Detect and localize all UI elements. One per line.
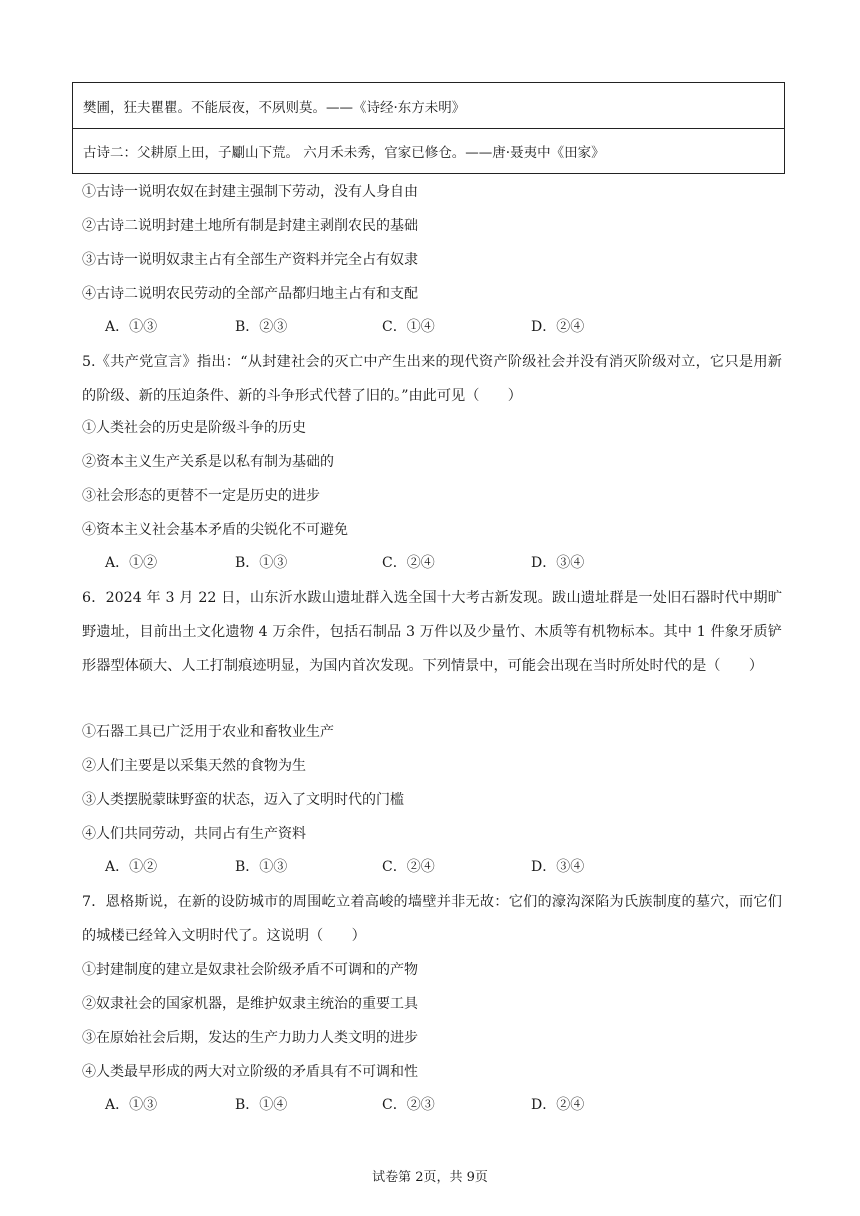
q4-option-1: ①古诗一说明农奴在封建主强制下劳动，没有人身自由 bbox=[82, 184, 418, 200]
q7-choice-c[interactable]: C．②③ bbox=[382, 1097, 435, 1113]
q5-choice-d[interactable]: D．③④ bbox=[531, 555, 585, 571]
q5-option-3: ③社会形态的更替不一定是历史的进步 bbox=[82, 488, 320, 504]
q5-option-1: ①人类社会的历史是阶级斗争的历史 bbox=[82, 420, 306, 436]
q6-choice-a[interactable]: A．①② bbox=[105, 859, 158, 875]
q7-option-2: ②奴隶社会的国家机器，是维护奴隶主统治的重要工具 bbox=[82, 996, 418, 1012]
q5-stem: 5.《共产党宣言》指出：“从封建社会的灭亡中产生出来的现代资产阶级社会并没有消灭阶级对立，它只是用新的阶级、新的压迫条件、新的斗争形式代替了旧的。”由此可见（ ） bbox=[82, 354, 782, 404]
page-footer: 试卷第 2页，共 9页 bbox=[372, 1170, 488, 1185]
q5-choice-a[interactable]: A．①② bbox=[105, 555, 158, 571]
q6-stem: 6．2024 年 3 月 22 日，山东沂水跋山遗址群入选全国十大考古新发现。跋山遗址群是一处旧石器时代中期旷野遗址，目前出土文化遗物 4 万余件，包括石制品 3 万件以及少量竹、木质等有机物标本。其中 1 件象牙质铲形器型体硕大、人工打制痕迹明显，为国内首次发现。下列情景中，可能会出现在当时所处时代的是（ ） bbox=[82, 590, 782, 674]
q5-choice-c[interactable]: C．②④ bbox=[382, 555, 435, 571]
q5-option-2: ②资本主义生产关系是以私有制为基础的 bbox=[82, 454, 334, 470]
q5-option-4: ④资本主义社会基本矛盾的尖锐化不可避免 bbox=[82, 522, 348, 538]
q4-choice-a[interactable]: A．①③ bbox=[105, 319, 158, 335]
q7-choice-d[interactable]: D．②④ bbox=[531, 1097, 585, 1113]
q7-choice-a[interactable]: A．①③ bbox=[105, 1097, 158, 1113]
poem-row-1: 樊圃，狂夫瞿瞿。不能辰夜，不夙则莫。——《诗经·东方未明》 bbox=[83, 99, 466, 116]
q4-choice-b[interactable]: B．②③ bbox=[235, 319, 288, 335]
q6-option-4: ④人们共同劳动，共同占有生产资料 bbox=[82, 826, 306, 842]
q6-option-3: ③人类摆脱蒙昧野蛮的状态，迈入了文明时代的门槛 bbox=[82, 792, 404, 808]
q6-choice-c[interactable]: C．②④ bbox=[382, 859, 435, 875]
poem-row-2: 古诗二：父耕原上田，子劚山下荒。 六月禾未秀，官家已修仓。——唐·聂夷中《田家》 bbox=[73, 128, 784, 173]
q4-choice-c[interactable]: C．①④ bbox=[382, 319, 435, 335]
q6-option-1: ①石器工具已广泛用于农业和畜牧业生产 bbox=[82, 724, 334, 740]
q7-option-4: ④人类最早形成的两大对立阶级的矛盾具有不可调和性 bbox=[82, 1064, 418, 1080]
q6-choice-b[interactable]: B．①③ bbox=[235, 859, 288, 875]
q7-stem: 7．恩格斯说，在新的设防城市的周围屹立着高峻的墙壁并非无故：它们的濠沟深陷为氏族制度的墓穴，而它们的城楼已经耸入文明时代了。这说明（ ） bbox=[82, 894, 782, 944]
q7-option-3: ③在原始社会后期，发达的生产力助力人类文明的进步 bbox=[82, 1030, 418, 1046]
q6-choice-d[interactable]: D．③④ bbox=[531, 859, 585, 875]
q7-option-1: ①封建制度的建立是奴隶社会阶级矛盾不可调和的产物 bbox=[82, 962, 418, 978]
poem-table bbox=[72, 82, 785, 174]
q7-choice-b[interactable]: B．①④ bbox=[235, 1097, 288, 1113]
q5-choice-b[interactable]: B．①③ bbox=[235, 555, 288, 571]
q4-option-3: ③古诗一说明奴隶主占有全部生产资料并完全占有奴隶 bbox=[82, 252, 418, 268]
q4-option-4: ④古诗二说明农民劳动的全部产品都归地主占有和支配 bbox=[82, 286, 418, 302]
q4-choice-d[interactable]: D．②④ bbox=[531, 319, 585, 335]
q6-option-2: ②人们主要是以采集天然的食物为生 bbox=[82, 758, 306, 774]
q4-option-2: ②古诗二说明封建土地所有制是封建主剥削农民的基础 bbox=[82, 218, 418, 234]
